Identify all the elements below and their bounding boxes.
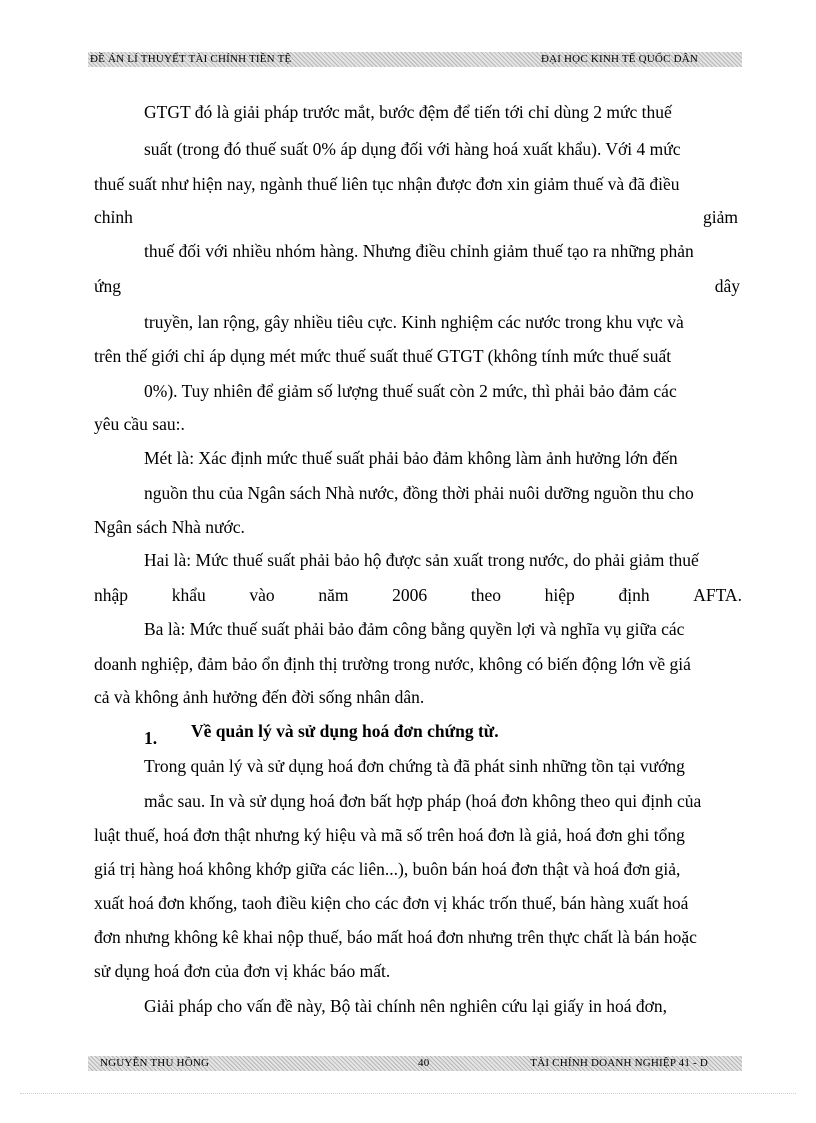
text-line: Giải pháp cho vấn đề này, Bộ tài chính nên nghiên cứu lại giấy in hoá đơn, [144,996,668,1016]
text-line: giá trị hàng hoá không khớp giữa các liên...), buôn bán hoá đơn thật và hoá đơn giả, [94,859,681,879]
text-line: ứng [94,276,121,296]
justified-line [94,582,742,608]
text-line: giảm [703,207,738,227]
text-line: dây [714,276,740,296]
word: AFTA. [693,585,742,605]
text-line: nguồn thu của Ngân sách Nhà nước, đồng thời phải nuôi dưỡng nguồn thu cho [144,483,694,503]
footer-class: TÀI CHÍNH DOANH NGHIỆP 41 - D [530,1057,708,1069]
word: nhập [94,585,129,605]
heading-title: Về quản lý và sử dụng hoá đơn chứng từ. [191,721,499,741]
text-line: suất (trong đó thuế suất 0% áp dụng đối với hàng hoá xuất khẩu). Với 4 mức [144,139,681,159]
text-line: thuế đối với nhiều nhóm hàng. Nhưng điều chỉnh giảm thuế tạo ra những phản [144,241,694,261]
text-line: cả và không ảnh hưởng đến đời sống nhân dân. [94,687,425,707]
text-line: yêu cầu sau:. [94,414,185,434]
header-right-title: ĐẠI HỌC KINH TẾ QUỐC DÂN [540,53,698,65]
text-line: đơn nhưng không kê khai nộp thuế, báo mất hoá đơn nhưng trên thực chất là bán hoặc [94,927,697,947]
page-footer [88,1056,742,1071]
header-left-title: ĐỀ ÁN LÍ THUYẾT TÀI CHÍNH TIỀN TỆ [90,53,292,65]
text-line: trên thế giới chỉ áp dụng mét mức thuế suất thuế GTGT (không tính mức thuế suất [94,346,672,366]
section-heading [0,718,816,748]
word: vào [249,585,275,605]
text-line: GTGT đó là giải pháp trước mắt, bước đệm để tiến tới chỉ dùng 2 mức thuế [144,102,672,122]
word: khẩu [171,585,206,605]
word: định [618,585,650,605]
word: năm [318,585,349,605]
text-line: mắc sau. In và sử dụng hoá đơn bất hợp pháp (hoá đơn không theo qui định của [144,791,702,811]
text-line: Mét là: Xác định mức thuế suất phải bảo đảm không làm ảnh hưởng lớn đến [144,448,678,468]
text-line: Ba là: Mức thuế suất phải bảo đảm công bằng quyền lợi và nghĩa vụ giữa các [144,619,685,639]
heading-number: 1. [144,728,158,748]
text-line: Trong quản lý và sử dụng hoá đơn chứng tà đã phát sinh những tồn tại vướng [144,756,685,776]
text-line: doanh nghiệp, đảm bảo ổn định thị trường trong nước, không có biến động lớn về giá [94,654,691,674]
text-line: sử dụng hoá đơn của đơn vị khác báo mất. [94,961,391,981]
text-line: xuất hoá đơn khống, taoh điều kiện cho các đơn vị khác trốn thuế, bán hàng xuất hoá [94,893,689,913]
text-line: Ngân sách Nhà nước. [94,517,245,537]
page-header [88,52,742,67]
text-line: 0%). Tuy nhiên để giảm số lượng thuế suất còn 2 mức, thì phải bảo đảm các [144,381,677,401]
text-line: luật thuế, hoá đơn thật nhưng ký hiệu và mã số trên hoá đơn là giả, hoá đơn ghi tổng [94,825,685,845]
text-line: thuế suất như hiện nay, ngành thuế liên tục nhận được đơn xin giảm thuế và đã điều [94,174,680,194]
word: 2006 [392,585,428,605]
footer-author: NGUYỄN THU HỒNG [100,1057,210,1069]
text-line: chỉnh [94,207,133,227]
text-line: truyền, lan rộng, gây nhiều tiêu cực. Kinh nghiệm các nước trong khu vực và [144,312,684,332]
page-number: 40 [418,1057,430,1069]
text-line: Hai là: Mức thuế suất phải bảo hộ được sản xuất trong nước, do phải giảm thuế [144,550,699,570]
word: hiệp [544,585,575,605]
word: theo [470,585,501,605]
page-bottom-divider [20,1093,796,1094]
